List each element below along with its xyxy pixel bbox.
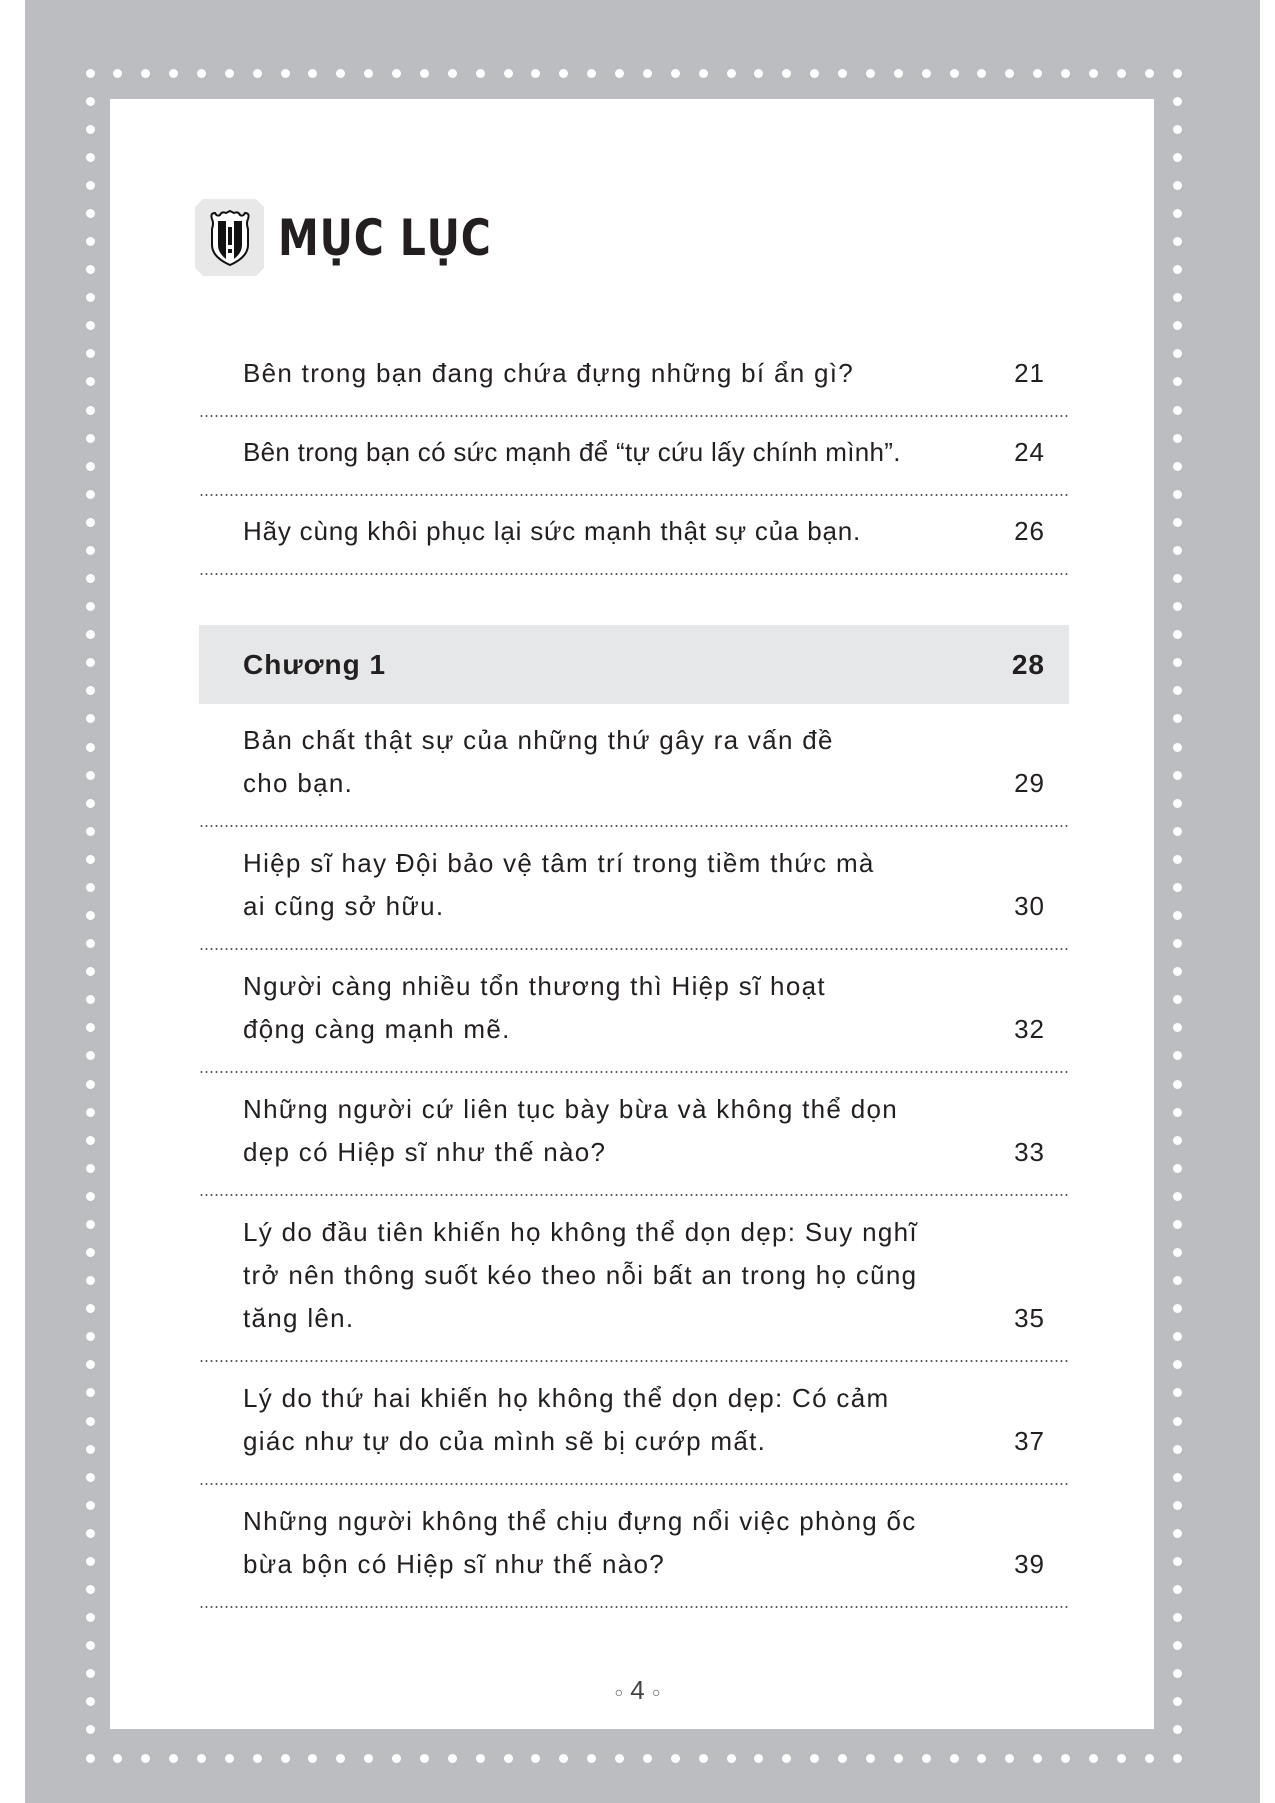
border-dot xyxy=(894,69,903,78)
border-dot xyxy=(782,69,791,78)
border-dot xyxy=(392,1754,401,1763)
border-dot xyxy=(643,69,652,78)
border-dot xyxy=(1173,1304,1182,1313)
border-dot xyxy=(86,377,95,386)
border-dot xyxy=(922,1754,931,1763)
toc-entry[interactable] xyxy=(199,1485,1069,1608)
toc-entry[interactable] xyxy=(199,704,1069,827)
border-dot xyxy=(1173,1417,1182,1426)
border-dot xyxy=(1173,1557,1182,1566)
border-dot xyxy=(1173,1473,1182,1482)
border-dot xyxy=(86,462,95,471)
border-dot xyxy=(1173,743,1182,752)
border-dot xyxy=(1117,69,1126,78)
border-dot xyxy=(1173,1192,1182,1201)
border-dot xyxy=(1173,462,1182,471)
border-dot xyxy=(727,69,736,78)
border-dot xyxy=(1089,69,1098,78)
border-dot xyxy=(169,1754,178,1763)
border-dot xyxy=(86,883,95,892)
border-dot xyxy=(86,630,95,639)
border-dot xyxy=(727,1754,736,1763)
border-dot xyxy=(86,1080,95,1089)
border-dot xyxy=(977,1754,986,1763)
border-dot xyxy=(1173,1725,1182,1734)
border-dot xyxy=(531,69,540,78)
border-dot xyxy=(1173,855,1182,864)
entry-page: 32 xyxy=(1014,1014,1045,1044)
border-dot xyxy=(1145,69,1154,78)
border-dot xyxy=(86,1557,95,1566)
table-of-contents xyxy=(199,338,1069,1608)
border-dot xyxy=(225,69,234,78)
border-dot xyxy=(504,69,513,78)
border-dot xyxy=(86,1388,95,1397)
toc-entry[interactable] xyxy=(199,1196,1069,1362)
toc-entry[interactable] xyxy=(199,1362,1069,1485)
border-dot xyxy=(1173,406,1182,415)
border-dot xyxy=(699,1754,708,1763)
border-dot xyxy=(86,349,95,358)
border-dot xyxy=(86,1417,95,1426)
border-dot xyxy=(559,1754,568,1763)
border-dot xyxy=(1173,827,1182,836)
border-dot xyxy=(866,1754,875,1763)
border-dot xyxy=(364,69,373,78)
border-dot xyxy=(281,1754,290,1763)
border-dot xyxy=(1173,434,1182,443)
border-dot xyxy=(113,69,122,78)
border-dot xyxy=(950,1754,959,1763)
border-dot xyxy=(86,771,95,780)
entry-title: Bên trong bạn có sức mạnh để “tự cứu lấy chính mình”. xyxy=(243,437,901,467)
border-dot xyxy=(1173,1529,1182,1538)
border-dot xyxy=(1173,967,1182,976)
border-dot xyxy=(1173,1164,1182,1173)
toc-heading xyxy=(195,199,539,276)
border-dot xyxy=(1173,293,1182,302)
border-dot xyxy=(1173,1276,1182,1285)
border-dot xyxy=(86,1051,95,1060)
page-number: ○ 4 ○ xyxy=(614,1675,661,1705)
border-dot xyxy=(782,1754,791,1763)
entry-page: 30 xyxy=(1014,891,1045,921)
border-dot xyxy=(86,1445,95,1454)
border-dot xyxy=(1173,490,1182,499)
border-dot xyxy=(1173,686,1182,695)
shield-icon xyxy=(195,199,264,276)
entry-title: Bên trong bạn đang chứa đựng những bí ẩn gì? xyxy=(243,358,855,388)
toc-entry[interactable] xyxy=(199,950,1069,1073)
border-dot xyxy=(86,911,95,920)
border-dot xyxy=(364,1754,373,1763)
entry-page: 35 xyxy=(1014,1303,1045,1333)
entry-title: Những người cứ liên tục bày bừa và không thể dọn dẹp có Hiệp sĩ như thế nào? xyxy=(243,1094,898,1167)
border-dot xyxy=(420,1754,429,1763)
border-dot xyxy=(197,69,206,78)
entry-title: Lý do đầu tiên khiến họ không thể dọn dẹp: Suy nghĩ trở nên thông suốt kéo theo nỗi bất an trong họ cũng tăng lên. xyxy=(243,1217,918,1333)
border-dot xyxy=(86,1754,95,1763)
border-dot xyxy=(1173,602,1182,611)
border-dot xyxy=(1173,1023,1182,1032)
border-dot xyxy=(1173,771,1182,780)
border-dot xyxy=(810,69,819,78)
chapter-title: Chương 1 xyxy=(243,648,387,680)
entry-page: 26 xyxy=(1014,516,1045,546)
border-dot xyxy=(1033,1754,1042,1763)
border-dot xyxy=(1173,939,1182,948)
border-dot xyxy=(1173,630,1182,639)
chapter-page: 28 xyxy=(1011,648,1045,680)
border-dot xyxy=(1173,911,1182,920)
border-dot xyxy=(1173,574,1182,583)
page-number-value: 4 xyxy=(630,1675,645,1705)
border-dot xyxy=(86,1501,95,1510)
border-dot xyxy=(1173,1220,1182,1229)
border-dot xyxy=(977,69,986,78)
border-dot xyxy=(86,1473,95,1482)
border-dot xyxy=(86,209,95,218)
border-dot xyxy=(86,827,95,836)
border-dot xyxy=(86,321,95,330)
border-dot xyxy=(476,69,485,78)
border-dot xyxy=(1173,69,1182,78)
page-title: MỤC LỤC xyxy=(278,208,492,267)
border-dot xyxy=(1173,181,1182,190)
border-dot xyxy=(1173,97,1182,106)
border-dot xyxy=(1173,799,1182,808)
border-dot xyxy=(86,1641,95,1650)
border-dot xyxy=(86,743,95,752)
border-dot xyxy=(141,69,150,78)
entry-page: 24 xyxy=(1014,437,1045,467)
border-dot xyxy=(86,490,95,499)
border-dot xyxy=(1173,518,1182,527)
border-dot xyxy=(1173,1641,1182,1650)
border-dot xyxy=(225,1754,234,1763)
border-dot xyxy=(86,293,95,302)
border-dot xyxy=(86,1725,95,1734)
entry-title: Hiệp sĩ hay Đội bảo vệ tâm trí trong tiềm thức mà ai cũng sở hữu. xyxy=(243,848,875,921)
border-dot xyxy=(86,1332,95,1341)
entry-title: Hãy cùng khôi phục lại sức mạnh thật sự của bạn. xyxy=(243,516,862,546)
border-dot xyxy=(1173,349,1182,358)
border-dot xyxy=(86,125,95,134)
border-dot xyxy=(86,939,95,948)
border-dot xyxy=(1173,1248,1182,1257)
entry-title: Bản chất thật sự của những thứ gây ra vấn đề cho bạn. xyxy=(243,725,834,798)
border-dot xyxy=(1173,1051,1182,1060)
toc-entry[interactable] xyxy=(199,827,1069,950)
border-dot xyxy=(1173,1108,1182,1117)
border-dot xyxy=(643,1754,652,1763)
border-dot xyxy=(1173,1501,1182,1510)
border-dot xyxy=(1173,658,1182,667)
border-dot xyxy=(1173,125,1182,134)
border-dot xyxy=(86,995,95,1004)
border-dot xyxy=(197,1754,206,1763)
border-dot xyxy=(86,855,95,864)
border-dot xyxy=(1173,883,1182,892)
border-dot xyxy=(448,1754,457,1763)
border-dot xyxy=(1061,69,1070,78)
border-dot xyxy=(86,686,95,695)
toc-entry[interactable] xyxy=(199,1073,1069,1196)
border-dot xyxy=(1005,1754,1014,1763)
border-dot xyxy=(448,69,457,78)
entry-page: 33 xyxy=(1014,1137,1045,1167)
border-dot xyxy=(1173,1332,1182,1341)
border-dot xyxy=(169,69,178,78)
border-dot xyxy=(587,1754,596,1763)
border-dot xyxy=(894,1754,903,1763)
border-dot xyxy=(1173,1445,1182,1454)
border-dot xyxy=(1089,1754,1098,1763)
border-dot xyxy=(113,1754,122,1763)
border-dot xyxy=(86,1360,95,1369)
toc-entry[interactable] xyxy=(199,496,1069,575)
border-dot xyxy=(86,714,95,723)
border-dot xyxy=(392,69,401,78)
border-dot xyxy=(86,153,95,162)
border-dot xyxy=(838,69,847,78)
chapter-heading[interactable] xyxy=(199,625,1069,704)
border-dot xyxy=(1173,1754,1182,1763)
border-dot xyxy=(671,1754,680,1763)
entry-page: 21 xyxy=(1014,358,1045,388)
border-dot xyxy=(754,69,763,78)
border-dot xyxy=(86,546,95,555)
border-dot xyxy=(86,1220,95,1229)
border-dot xyxy=(754,1754,763,1763)
entry-title: Người càng nhiều tổn thương thì Hiệp sĩ hoạt động càng mạnh mẽ. xyxy=(243,971,826,1044)
border-dot xyxy=(141,1754,150,1763)
border-dot xyxy=(86,1192,95,1201)
entry-title: Lý do thứ hai khiến họ không thể dọn dẹp: Có cảm giác như tự do của mình sẽ bị cướp mất. xyxy=(243,1383,890,1456)
border-dot xyxy=(86,434,95,443)
border-dot xyxy=(699,69,708,78)
border-dot xyxy=(1173,1388,1182,1397)
border-dot xyxy=(1173,1360,1182,1369)
border-dot xyxy=(615,69,624,78)
border-dot xyxy=(86,1023,95,1032)
border-dot xyxy=(1173,1080,1182,1089)
border-dot xyxy=(950,69,959,78)
border-dot xyxy=(1173,1136,1182,1145)
border-dot xyxy=(336,1754,345,1763)
border-dot xyxy=(1173,153,1182,162)
entry-page: 29 xyxy=(1014,768,1045,798)
border-dot xyxy=(504,1754,513,1763)
border-dot xyxy=(476,1754,485,1763)
border-dot xyxy=(1173,209,1182,218)
border-dot xyxy=(86,574,95,583)
border-dot xyxy=(810,1754,819,1763)
border-dot xyxy=(86,1108,95,1117)
border-dot xyxy=(1173,377,1182,386)
border-dot xyxy=(86,1136,95,1145)
border-dot xyxy=(86,1613,95,1622)
border-dot xyxy=(1145,1754,1154,1763)
border-dot xyxy=(922,69,931,78)
border-dot xyxy=(86,518,95,527)
border-dot xyxy=(1061,1754,1070,1763)
border-dot xyxy=(1005,69,1014,78)
border-dot xyxy=(281,69,290,78)
border-dot xyxy=(86,69,95,78)
border-dot xyxy=(86,799,95,808)
border-dot xyxy=(86,237,95,246)
entry-page: 39 xyxy=(1014,1549,1045,1579)
border-dot xyxy=(86,1164,95,1173)
border-dot xyxy=(86,1276,95,1285)
border-dot xyxy=(838,1754,847,1763)
border-dot xyxy=(86,406,95,415)
border-dot xyxy=(253,1754,262,1763)
border-dot xyxy=(671,69,680,78)
border-dot xyxy=(1173,1613,1182,1622)
border-dot xyxy=(1033,69,1042,78)
border-dot xyxy=(86,1248,95,1257)
border-dot xyxy=(1173,321,1182,330)
toc-entry[interactable] xyxy=(199,338,1069,417)
border-dot xyxy=(86,1529,95,1538)
border-dot xyxy=(1173,546,1182,555)
border-dot xyxy=(1173,237,1182,246)
border-dot xyxy=(1117,1754,1126,1763)
border-dot xyxy=(1173,1585,1182,1594)
entry-page: 37 xyxy=(1014,1426,1045,1456)
border-dot xyxy=(531,1754,540,1763)
entry-title: Những người không thể chịu đựng nổi việc phòng ốc bừa bộn có Hiệp sĩ như thế nào? xyxy=(243,1506,917,1579)
border-dot xyxy=(86,602,95,611)
border-dot xyxy=(615,1754,624,1763)
border-dot xyxy=(86,265,95,274)
border-dot xyxy=(86,1585,95,1594)
border-dot xyxy=(308,1754,317,1763)
border-dot xyxy=(420,69,429,78)
border-dot xyxy=(336,69,345,78)
border-dot xyxy=(86,967,95,976)
border-dot xyxy=(559,69,568,78)
border-dot xyxy=(587,69,596,78)
border-dot xyxy=(308,69,317,78)
border-dot xyxy=(86,1304,95,1313)
border-dot xyxy=(1173,714,1182,723)
border-dot xyxy=(1173,265,1182,274)
border-dot xyxy=(86,97,95,106)
border-dot xyxy=(866,69,875,78)
border-dot xyxy=(86,658,95,667)
border-dot xyxy=(86,181,95,190)
border-dot xyxy=(1173,995,1182,1004)
toc-entry[interactable] xyxy=(199,417,1069,496)
border-dot xyxy=(253,69,262,78)
